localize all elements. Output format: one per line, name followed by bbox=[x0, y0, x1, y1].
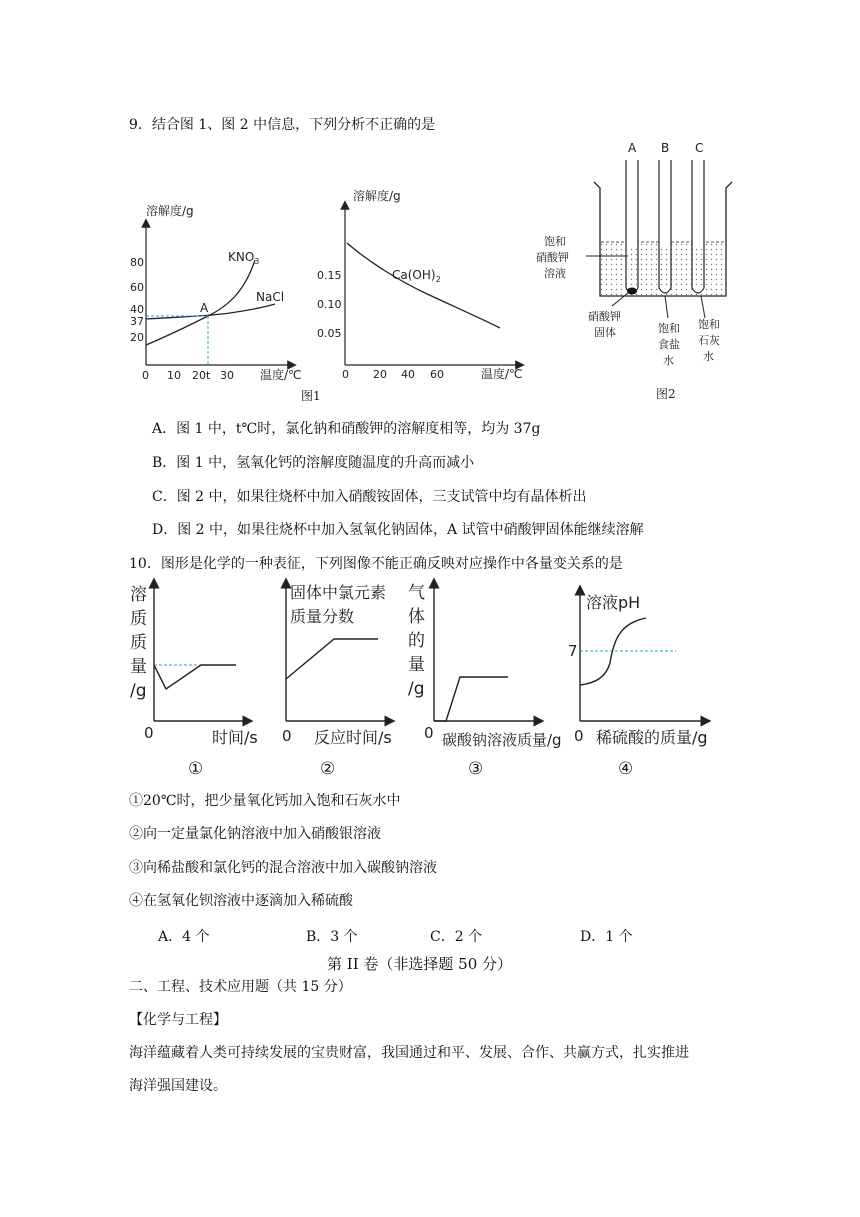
q10-stem: 10．图形是化学的一种表征，下列图像不能正确反映对应操作中各量变关系的是 bbox=[129, 556, 623, 572]
fig1-right-ytick-015: 0.15 bbox=[317, 269, 342, 282]
beaker-label-2: 硝酸钾 bbox=[536, 251, 569, 264]
fig1-right-ytick-010: 0.10 bbox=[317, 298, 342, 311]
fig1-left-ytick-40: 40 bbox=[130, 303, 144, 316]
tube-c-label: C bbox=[695, 141, 704, 155]
q10-graph-2 bbox=[278, 578, 398, 778]
svg-text:量: 量 bbox=[130, 657, 147, 677]
fig1-right-xtick-20: 20 bbox=[373, 368, 387, 381]
graph3-xlabel: 碳酸钠溶液质量/g bbox=[442, 731, 562, 749]
fig1-left-xtick-20: 20 bbox=[192, 369, 206, 382]
fig1-left-ytick-20: 20 bbox=[130, 331, 144, 344]
point-a-label: A bbox=[200, 301, 209, 315]
graph1-ylabel bbox=[130, 585, 147, 701]
graph2-ylabel-2: 质量分数 bbox=[290, 607, 355, 626]
graph4-origin: 0 bbox=[574, 727, 584, 745]
solid-label-1: 硝酸钾 bbox=[588, 310, 621, 323]
fig1-left-xtick-t: t bbox=[206, 369, 211, 382]
q9-option-a: A．图 1 中，t℃时，氯化钠和硝酸钾的溶解度相等，均为 37g bbox=[152, 421, 541, 437]
nacl-label: NaCl bbox=[256, 290, 285, 304]
solid-label-2: 固体 bbox=[594, 326, 616, 339]
q10-graph-1 bbox=[126, 578, 261, 778]
c-label-1: 饱和 bbox=[698, 318, 720, 331]
svg-text:气: 气 bbox=[408, 583, 425, 603]
section-heading: 二、工程、技术应用题（共 15 分） bbox=[129, 979, 352, 995]
svg-text:质: 质 bbox=[130, 609, 147, 629]
q10-option-d: D．1 个 bbox=[580, 929, 633, 945]
b-label-2: 食盐 bbox=[658, 338, 680, 351]
fig1-caption: 图1 bbox=[301, 389, 321, 403]
graph1-origin: 0 bbox=[144, 724, 154, 742]
b-label-3: 水 bbox=[663, 354, 674, 367]
fig1-left-ylabel: 溶解度/g bbox=[146, 204, 194, 218]
tube-b-label: B bbox=[661, 141, 670, 155]
q10-graph-3 bbox=[404, 578, 564, 778]
svg-text:/g: /g bbox=[130, 681, 147, 701]
fig1-left-ytick-80: 80 bbox=[130, 256, 144, 269]
graph3-ylabel bbox=[408, 583, 425, 699]
svg-text:的: 的 bbox=[408, 631, 425, 651]
kno3-label: $KNO_3$ bbox=[228, 250, 260, 266]
caoh2-curve bbox=[347, 243, 500, 328]
fig1-left-xlabel: 温度/℃ bbox=[260, 368, 302, 382]
q10-statement-4: ④在氢氧化钡溶液中逐滴加入稀硫酸 bbox=[129, 893, 353, 909]
graph2-ylabel-1: 固体中氯元素 bbox=[290, 583, 387, 602]
nacl-curve bbox=[146, 304, 275, 319]
svg-text:量: 量 bbox=[408, 655, 425, 675]
q9-option-c: C．图 2 中，如果往烧杯中加入硝酸铵固体，三支试管中均有晶体析出 bbox=[152, 489, 587, 505]
graph4-ylabel: 溶液pH bbox=[586, 593, 641, 612]
q10-option-c: C．2 个 bbox=[430, 929, 483, 945]
paragraph-line-2: 海洋强国建设。 bbox=[129, 1078, 227, 1094]
graph3-number: ③ bbox=[468, 759, 484, 778]
c-label-2: 石灰 bbox=[698, 334, 720, 347]
fig1-left-xtick-0: 0 bbox=[142, 369, 149, 382]
q10-statement-3: ③向稀盐酸和氯化钙的混合溶液中加入碳酸钠溶液 bbox=[129, 860, 437, 876]
fig1-right-xtick-60: 60 bbox=[430, 368, 444, 381]
graph3-origin: 0 bbox=[424, 724, 434, 742]
fig1-right-ytick-005: 0.05 bbox=[317, 327, 342, 340]
svg-text:/g: /g bbox=[408, 679, 425, 699]
svg-text:质: 质 bbox=[130, 633, 147, 653]
q10-graph-4 bbox=[566, 578, 716, 778]
graph4-mark-7: 7 bbox=[568, 642, 578, 660]
c-label-3: 水 bbox=[703, 350, 714, 363]
graph1-xlabel: 时间/s bbox=[212, 728, 258, 747]
beaker-label-1: 饱和 bbox=[544, 235, 566, 248]
q10-option-a: A．4 个 bbox=[158, 929, 210, 945]
tube-a-label: A bbox=[628, 141, 637, 155]
part2-title: 第 II 卷（非选择题 50 分） bbox=[327, 955, 513, 973]
caoh2-label: $Ca(OH)_2$ bbox=[392, 268, 441, 284]
graph4-number: ④ bbox=[618, 759, 634, 778]
q9-option-b: B．图 1 中，氢氧化钙的溶解度随温度的升高而减小 bbox=[152, 455, 475, 471]
graph2-number: ② bbox=[320, 759, 336, 778]
svg-text:溶: 溶 bbox=[130, 585, 147, 605]
fig1-right-ylabel: 溶解度/g bbox=[353, 189, 401, 203]
graph2-origin: 0 bbox=[282, 727, 292, 745]
graph1-number: ① bbox=[188, 759, 204, 778]
fig1-left-ytick-60: 60 bbox=[130, 281, 144, 294]
beaker-label-3: 溶液 bbox=[544, 267, 566, 280]
q9-option-d: D．图 2 中，如果往烧杯中加入氢氧化钠固体，A 试管中硝酸钾固体能继续溶解 bbox=[152, 522, 644, 538]
fig1-left-ytick-37: 37 bbox=[130, 315, 144, 328]
b-label-1: 饱和 bbox=[658, 322, 680, 335]
paragraph-line-1: 海洋蕴藏着人类可持续发展的宝贵财富，我国通过和平、发展、合作、共赢方式，扎实推进 bbox=[129, 1045, 689, 1061]
svg-text:体: 体 bbox=[408, 607, 425, 627]
q10-option-b: B．3 个 bbox=[306, 929, 358, 945]
fig1-left-xtick-30: 30 bbox=[220, 369, 234, 382]
q10-statement-1: ①20℃时，把少量氧化钙加入饱和石灰水中 bbox=[129, 793, 401, 809]
q9-stem: 9．结合图 1、图 2 中信息，下列分析不正确的是 bbox=[129, 117, 436, 133]
fig1-left-xtick-10: 10 bbox=[167, 369, 181, 382]
fig1-left-graph bbox=[120, 195, 320, 410]
fig2-caption: 图2 bbox=[656, 387, 676, 401]
fig1-right-xlabel: 温度/℃ bbox=[481, 367, 523, 381]
fig2-beaker bbox=[530, 138, 770, 408]
fig1-right-xtick-0: 0 bbox=[342, 368, 349, 381]
fig1-right-graph bbox=[315, 183, 530, 383]
graph2-xlabel: 反应时间/s bbox=[314, 728, 392, 747]
subsection-heading: 【化学与工程】 bbox=[129, 1012, 227, 1028]
q10-statement-2: ②向一定量氯化钠溶液中加入硝酸银溶液 bbox=[129, 826, 381, 842]
graph4-xlabel: 稀硫酸的质量/g bbox=[596, 728, 708, 747]
fig1-right-xtick-40: 40 bbox=[401, 368, 415, 381]
